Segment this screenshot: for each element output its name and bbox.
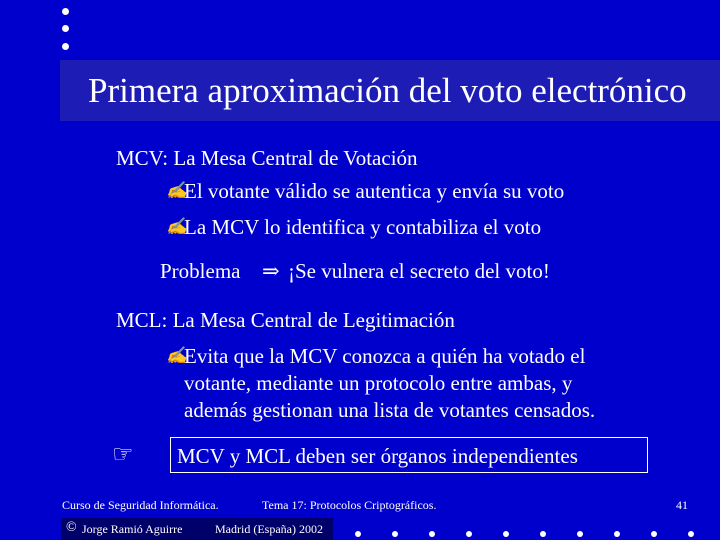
footer-dot: [429, 531, 435, 537]
footer-dot: [503, 531, 509, 537]
footer-dot: [355, 531, 361, 537]
mcl-item-line-1: Evita que la MCV conozca a quién ha votado el: [184, 344, 586, 368]
problem-label: Problema: [160, 259, 241, 283]
footer-dot: [614, 531, 620, 537]
slide-title: Primera aproximación del voto electrónico: [88, 71, 687, 110]
footer-page-number: 41: [676, 498, 688, 512]
footer-dot: [577, 531, 583, 537]
footer-topic: Tema 17: Protocolos Criptográficos.: [262, 498, 437, 512]
pencil-bullet-icon: ✍: [166, 181, 188, 200]
mcl-heading: MCL: La Mesa Central de Legitimación: [116, 308, 455, 332]
decor-dot: [62, 8, 69, 15]
footer-course: Curso de Seguridad Informática.: [62, 498, 219, 512]
mcl-item-line-3: además gestionan una lista de votantes censados.: [184, 398, 596, 422]
footer-dot: [651, 531, 657, 537]
footer-dot: [392, 531, 398, 537]
mcv-item-2: La MCV lo identifica y contabiliza el voto: [184, 215, 542, 239]
footer-location: Madrid (España) 2002: [215, 522, 323, 536]
pencil-bullet-icon: ✍: [166, 346, 188, 365]
footer-dot: [540, 531, 546, 537]
footer-author: Jorge Ramió Aguirre: [82, 522, 183, 536]
mcv-item-1: El votante válido se autentica y envía su voto: [184, 179, 565, 203]
decor-dot: [62, 43, 69, 50]
decor-dot: [62, 25, 69, 32]
implies-arrow-icon: ⇒: [262, 259, 280, 283]
pointing-hand-icon: ☞: [112, 442, 134, 468]
pencil-bullet-icon: ✍: [166, 217, 188, 236]
problem-text: ¡Se vulnera el secreto del voto!: [288, 259, 550, 283]
mcv-heading: MCV: La Mesa Central de Votación: [116, 146, 418, 170]
mcl-item-line-2: votante, mediante un protocolo entre ambas, y: [184, 371, 573, 395]
footer-dot: [466, 531, 472, 537]
footer-dot: [688, 531, 694, 537]
copyright-icon: ©: [66, 520, 77, 535]
conclusion-text: MCV y MCL deben ser órganos independientes: [177, 444, 578, 468]
